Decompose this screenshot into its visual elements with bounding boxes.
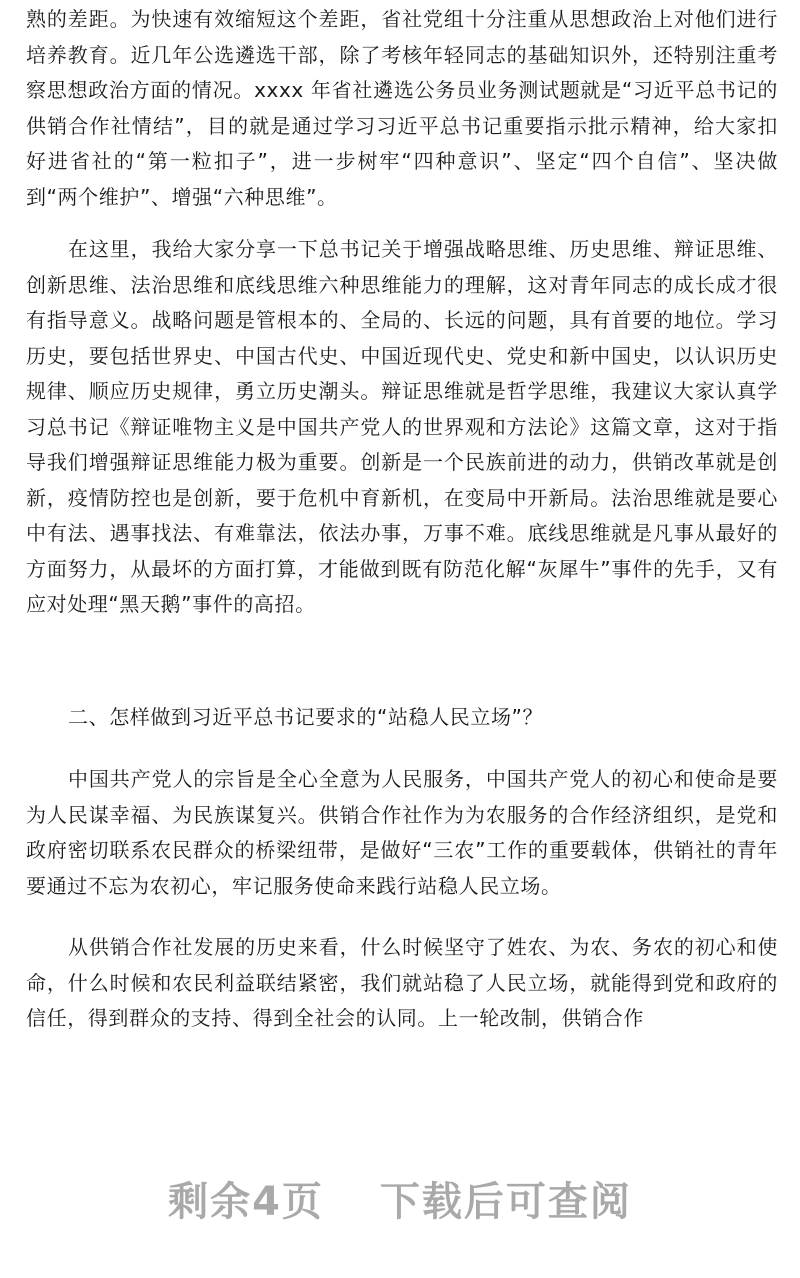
download-prompt[interactable] [0,1170,800,1227]
paragraph-4: 从供销合作社发展的历史来看，什么时候坚守了姓农、为农、务农的初心和使命，什么时候和农民利益联结紧密，我们就站稳了人民立场，就能得到党和政府的信任，得到群众的支持、得到全社会的认同。上一轮改制，供销合作 [26,935,778,1030]
section-heading-2: 二、怎样做到习近平总书记要求的“站稳人民立场”？ [68,705,544,729]
paragraph-1: 熟的差距。为快速有效缩短这个差距，省社党组十分注重从思想政治上对他们进行培养教育。近几年公选遴选干部，除了考核年轻同志的基础知识外，还特别注重考察思想政治方面的情况。xxxx 年省社遴选公务员业务测试题就是“习近平总书记的供销合作社情结”，目的就是通过学习习近平总书记重要指示批示精神，给大家扣好进省社的“第一粒扣子”，进一步树牢“四种意识”、坚定“四个自信”、坚决做到“两个维护”、增强“六种思维”。 [26,7,778,209]
paragraph-2: 在这里，我给大家分享一下总书记关于增强战略思维、历史思维、辩证思维、创新思维、法治思维和底线思维六种思维能力的理解，这对青年同志的成长成才很有指导意义。战略问题是管根本的、全局的、长远的问题，具有首要的地位。学习历史，要包括世界史、中国古代史、中国近现代史、党史和新中国史，以认识历史规律、顺应历史规律，勇立历史潮头。辩证思维就是哲学思维，我建议大家认真学习总书记《辩证唯物主义是中国共产党人的世界观和方法论》这篇文章，这对于指导我们增强辩证思维能力极为重要。创新是一个民族前进的动力，供销改革就是创新，疫情防控也是创新，要于危机中育新机，在变局中开新局。法治思维就是要心中有法、遇事找法、有难靠法，依法办事，万事不难。底线思维就是凡事从最好的方面努力，从最坏的方面打算，才能做到既有防范化解“灰犀牛”事件的先手，又有应对处理“黑天鹅”事件的高招。 [26,237,778,616]
download-to-view-label[interactable]: 下载后可查阅 [379,1179,632,1225]
remaining-pages-label[interactable]: 剩余4页 [168,1179,324,1225]
paragraph-3: 中国共产党人的宗旨是全心全意为人民服务，中国共产党人的初心和使命是要为人民谋幸福、为民族谋复兴。供销合作社作为为农服务的合作经济组织，是党和政府密切联系农民群众的桥梁纽带，是做好“三农”工作的重要载体，供销社的青年要通过不忘为农初心，牢记服务使命来践行站稳人民立场。 [26,767,778,898]
